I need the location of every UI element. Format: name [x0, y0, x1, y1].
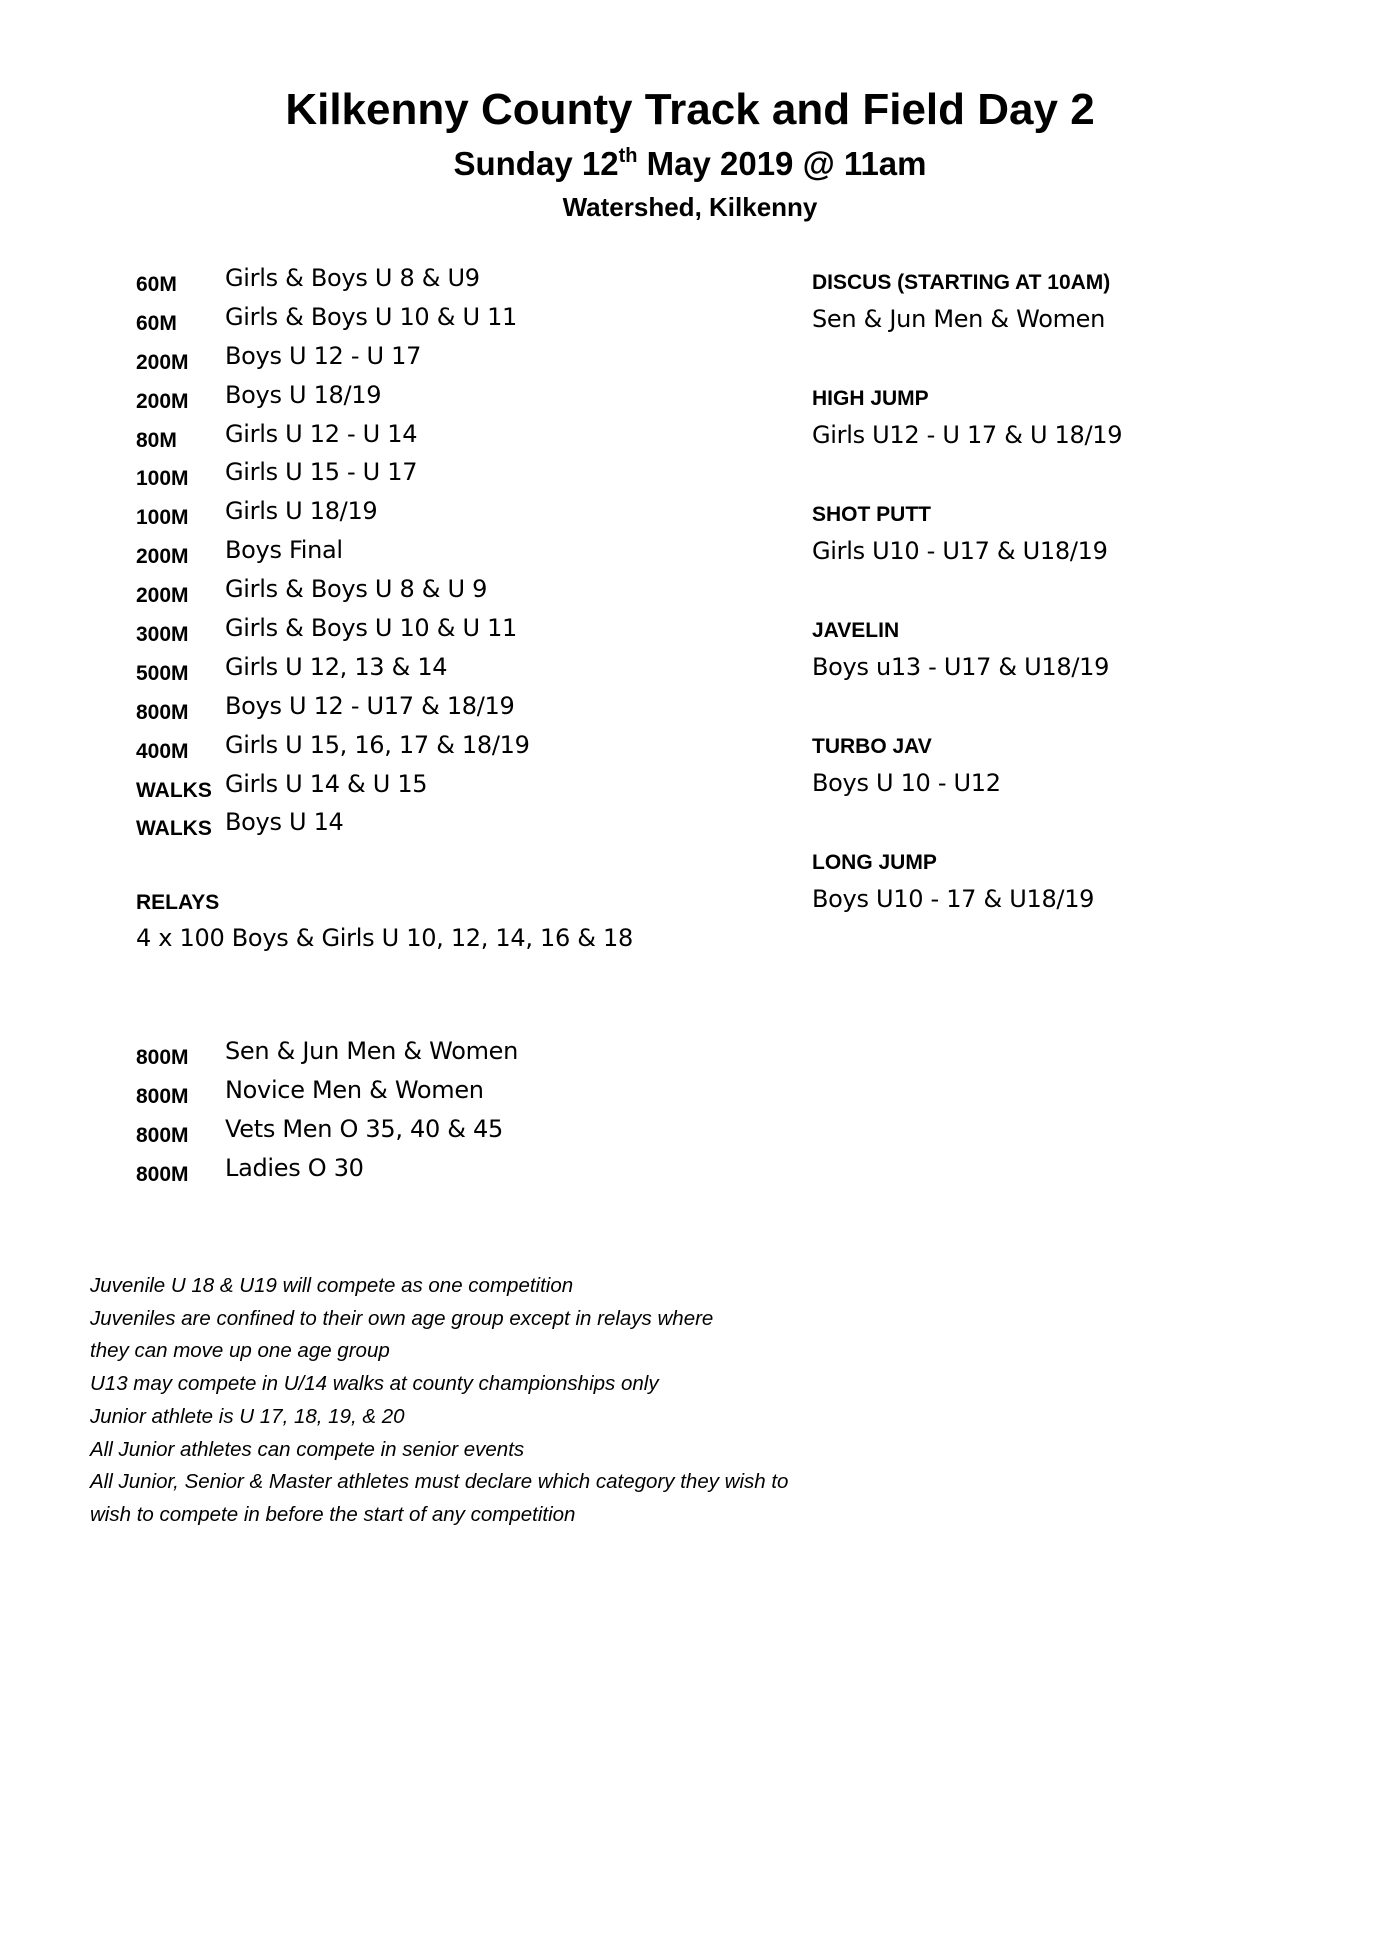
track-event-row	[136, 614, 776, 653]
event-distance: 200M	[136, 389, 189, 413]
event-category: Girls & Boys U 8 & U 9	[225, 575, 488, 604]
event-category: Sen & Jun Men & Women	[225, 1037, 519, 1065]
event-distance: 800M	[136, 1162, 189, 1186]
note-line: Juveniles are confined to their own age group except in relays where	[90, 1306, 714, 1330]
event-distance: WALKS	[136, 778, 212, 802]
page-title: Kilkenny County Track and Field Day 2	[285, 85, 1095, 134]
field-event-high-jump	[812, 384, 1332, 500]
event-distance: 400M	[136, 739, 189, 763]
event-category: Novice Men & Women	[225, 1075, 484, 1104]
field-event-description: Boys U 10 - U12	[812, 769, 1001, 797]
field-event-heading: HIGH JUMP	[812, 387, 929, 410]
relays-section	[136, 888, 836, 952]
event-category: Boys U 12 - U 17	[225, 341, 422, 370]
event-category: Girls U 12 - U 14	[225, 419, 418, 448]
event-distance: 300M	[136, 623, 189, 647]
event-distance: 100M	[136, 506, 189, 530]
event-distance: 800M	[136, 700, 189, 724]
track-event-row	[136, 692, 776, 731]
event-category: Girls & Boys U 10 & U 11	[225, 302, 518, 331]
relays-description: 4 x 100 Boys & Girls U 10, 12, 14, 16 & 18	[136, 924, 633, 952]
field-events-column	[812, 268, 1332, 964]
note-line: All Junior, Senior & Master athletes must declare which category they wish to	[90, 1470, 789, 1494]
event-category: Boys U 12 - U17 & 18/19	[225, 691, 515, 720]
event-category: Vets Men O 35, 40 & 45	[225, 1114, 503, 1143]
field-event-long-jump	[812, 848, 1332, 964]
field-event-turbo-jav	[812, 732, 1332, 848]
note-line: All Junior athletes can compete in senior events	[90, 1437, 525, 1461]
field-event-heading: DISCUS (STARTING AT 10AM)	[812, 271, 1111, 294]
senior-event-row	[136, 1154, 776, 1193]
field-event-description: Boys U10 - 17 & U18/19	[812, 885, 1095, 913]
note-line: Junior athlete is U 17, 18, 19, & 20	[90, 1404, 405, 1428]
event-category: Girls U 15, 16, 17 & 18/19	[225, 730, 530, 759]
note-line: wish to compete in before the start of any competition	[90, 1502, 576, 1526]
track-event-row	[136, 458, 776, 497]
event-venue: Watershed, Kilkenny	[562, 192, 818, 222]
event-distance: 60M	[136, 273, 177, 296]
rules-notes	[90, 1270, 990, 1532]
track-event-row	[136, 770, 776, 809]
field-event-description: Girls U10 - U17 & U18/19	[812, 537, 1108, 565]
field-event-heading: LONG JUMP	[812, 851, 937, 874]
event-distance: 200M	[136, 584, 189, 608]
event-category: Girls U 15 - U 17	[225, 458, 418, 487]
relays-heading: RELAYS	[136, 891, 220, 914]
track-event-row	[136, 381, 776, 420]
event-distance: 800M	[136, 1046, 189, 1069]
field-event-description: Boys u13 - U17 & U18/19	[812, 653, 1110, 681]
track-event-row	[136, 420, 776, 459]
track-event-row	[136, 497, 776, 536]
event-distance: 60M	[136, 311, 177, 335]
event-distance: WALKS	[136, 817, 212, 841]
event-distance: 800M	[136, 1084, 189, 1108]
field-event-description: Sen & Jun Men & Women	[812, 305, 1106, 333]
track-event-row	[136, 303, 776, 342]
event-category: Boys Final	[225, 536, 343, 565]
senior-events-list	[136, 1037, 776, 1193]
senior-event-row	[136, 1076, 776, 1115]
event-date-day: Sunday 12	[453, 145, 619, 182]
senior-event-row	[136, 1115, 776, 1154]
track-event-row	[136, 342, 776, 381]
note-line: they can move up one age group	[90, 1339, 390, 1363]
event-category: Girls U 18/19	[225, 497, 378, 526]
track-event-row	[136, 264, 776, 303]
event-category: Girls U 14 & U 15	[225, 769, 428, 798]
track-event-row	[136, 575, 776, 614]
field-event-description: Girls U12 - U 17 & U 18/19	[812, 421, 1123, 449]
track-event-row	[136, 731, 776, 770]
event-date-suffix: th	[618, 145, 638, 167]
field-event-discus	[812, 268, 1332, 384]
event-category: Girls & Boys U 8 & U9	[225, 264, 480, 292]
field-event-heading: SHOT PUTT	[812, 503, 931, 526]
track-events-list	[136, 264, 776, 847]
track-event-row	[136, 536, 776, 575]
event-distance: 800M	[136, 1123, 189, 1147]
track-event-row	[136, 808, 776, 847]
event-distance: 200M	[136, 350, 189, 374]
field-event-heading: TURBO JAV	[812, 735, 932, 758]
event-category: Ladies O 30	[225, 1153, 364, 1182]
event-category: Boys U 14	[225, 808, 344, 837]
event-date-rest: May 2019 @ 11am	[637, 145, 927, 182]
event-distance: 80M	[136, 428, 177, 452]
event-category: Boys U 18/19	[225, 380, 382, 409]
track-event-row	[136, 653, 776, 692]
event-category: Girls & Boys U 10 & U 11	[225, 614, 518, 643]
note-line: Juvenile U 18 & U19 will compete as one competition	[90, 1274, 574, 1297]
note-line: U13 may compete in U/14 walks at county championships only	[90, 1372, 659, 1396]
field-event-shot-putt	[812, 500, 1332, 616]
event-distance: 100M	[136, 467, 189, 491]
event-distance: 500M	[136, 661, 189, 685]
event-category: Girls U 12, 13 & 14	[225, 652, 448, 681]
event-distance: 200M	[136, 545, 189, 569]
event-date	[0, 142, 1380, 186]
field-event-heading: JAVELIN	[812, 619, 900, 642]
senior-event-row	[136, 1037, 776, 1076]
field-event-javelin	[812, 616, 1332, 732]
